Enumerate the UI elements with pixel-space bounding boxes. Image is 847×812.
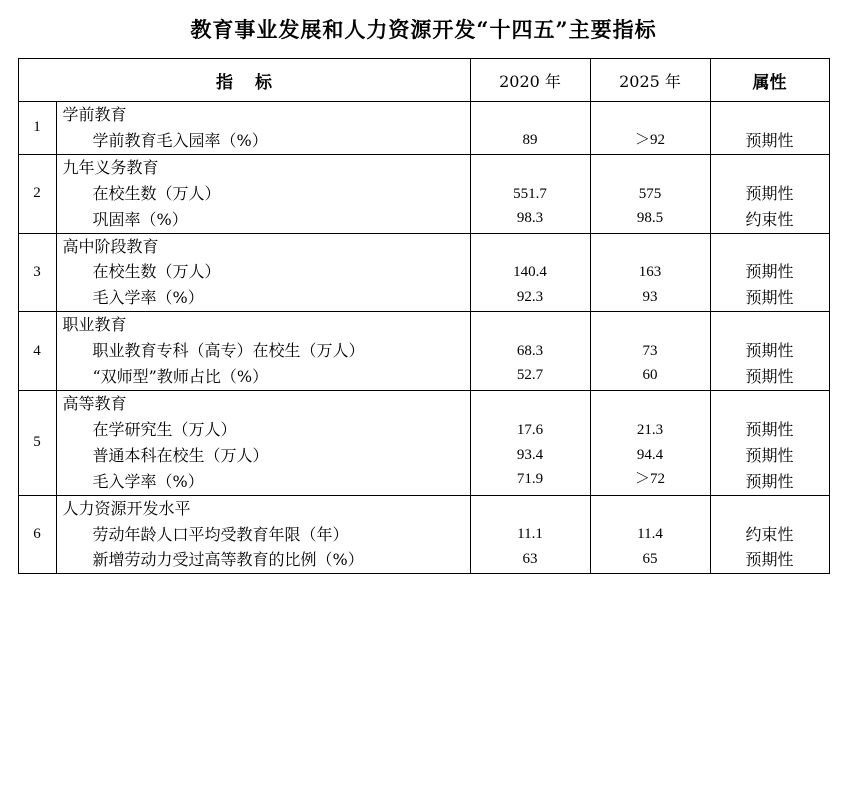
indicator-item-label: 新增劳动力受过高等教育的比例（%） (92, 550, 364, 570)
row-number: 3 (18, 233, 56, 312)
table-row (18, 154, 829, 233)
value-spacer (711, 496, 829, 522)
attribute (710, 233, 829, 312)
value-2025-value: 163 (638, 264, 662, 281)
attribute-value: 约束性 (745, 209, 794, 229)
table-row (18, 102, 829, 155)
indicator-item-label: “双师型”教师占比（%） (92, 367, 269, 387)
value-2025 (590, 233, 710, 312)
indicator-item-label: 在校生数（万人） (92, 183, 221, 203)
value-2025 (590, 102, 710, 155)
attribute-value: 预期性 (745, 445, 794, 465)
attribute-value: 约束性 (745, 524, 794, 544)
indicator-group-title: 九年义务教育 (62, 157, 159, 177)
attribute (710, 495, 829, 574)
indicator-group-title: 高等教育 (62, 393, 127, 413)
indicator-group-title: 学前教育 (62, 105, 127, 124)
value-2020-value: 17.6 (516, 422, 544, 439)
indicator-item-label: 毛入学率（%） (92, 288, 204, 308)
header-year-2020: 2020 年 (470, 59, 590, 102)
value-2020-value: 140.4 (513, 264, 547, 281)
value-2020 (470, 495, 590, 574)
value-spacer (711, 155, 829, 181)
attribute-value: 预期性 (745, 471, 794, 491)
attribute-value: 预期性 (745, 367, 794, 387)
value-2025 (590, 312, 710, 391)
value-spacer (711, 102, 829, 128)
value-2025-value: 98.5 (636, 209, 664, 226)
value-2020-value: 92.3 (516, 288, 544, 305)
indicator-group-title: 高中阶段教育 (62, 236, 159, 256)
indicators-table (18, 58, 830, 574)
indicator-item-label: 在校生数（万人） (92, 262, 221, 282)
attribute (710, 102, 829, 155)
attribute (710, 390, 829, 495)
table-row (18, 390, 829, 495)
value-spacer (711, 234, 829, 260)
indicator-group-title: 职业教育 (62, 315, 127, 335)
table-header (18, 59, 829, 102)
value-2025-value: 575 (638, 185, 662, 202)
value-2025 (590, 154, 710, 233)
attribute-value: 预期性 (745, 550, 794, 570)
indicator-group-title: 人力资源开发水平 (62, 498, 191, 518)
indicator-item-label: 职业教育专科（高专）在校生（万人） (92, 341, 365, 361)
attribute (710, 312, 829, 391)
value-2020-value: 551.7 (513, 185, 547, 202)
row-number: 1 (18, 102, 56, 155)
table-body (18, 102, 829, 574)
value-2020-value: 98.3 (516, 209, 544, 226)
table-row (18, 312, 829, 391)
value-2020-value: 11.1 (517, 526, 543, 543)
indicator-item-label: 劳动年龄人口平均受教育年限（年） (92, 524, 349, 544)
row-number: 6 (18, 495, 56, 574)
value-2025-value: 60 (642, 367, 658, 384)
attribute-value: 预期性 (745, 341, 794, 361)
header-year-2025: 2025 年 (590, 59, 710, 102)
value-2025-value: 73 (642, 342, 658, 359)
indicator-cell (56, 312, 470, 391)
indicator-cell (56, 390, 470, 495)
value-2020-value: 68.3 (516, 342, 544, 359)
indicator-cell (56, 102, 470, 155)
value-2025-value: 65 (642, 550, 658, 567)
attribute-value: 预期性 (745, 288, 794, 308)
row-number: 4 (18, 312, 56, 391)
row-number: 2 (18, 154, 56, 233)
indicator-item-label: 普通本科在校生（万人） (92, 445, 269, 465)
value-2025-value: ＞72 (634, 471, 665, 488)
indicator-item-label: 巩固率（%） (92, 209, 188, 229)
indicator-item-label: 在学研究生（万人） (92, 419, 237, 439)
table-row (18, 495, 829, 574)
value-2025 (590, 495, 710, 574)
attribute-value: 预期性 (745, 183, 794, 203)
table-row (18, 233, 829, 312)
indicator-item-label: 学前教育毛入园率（%） (92, 130, 268, 150)
attribute-value: 预期性 (745, 130, 794, 150)
value-2020-value: 71.9 (516, 471, 544, 488)
value-2025-value: 21.3 (636, 422, 664, 439)
value-2025-value: 11.4 (637, 526, 663, 543)
indicator-cell (56, 154, 470, 233)
indicator-cell (56, 233, 470, 312)
attribute-value: 预期性 (745, 419, 794, 439)
attribute (710, 154, 829, 233)
indicator-item-label: 毛入学率（%） (92, 471, 204, 491)
value-2020 (470, 312, 590, 391)
value-2025-value: 94.4 (636, 446, 664, 463)
value-2020-value: 93.4 (516, 446, 544, 463)
header-attribute: 属性 (710, 59, 829, 102)
value-2025-value: 93 (642, 288, 658, 305)
value-2020-value: 89 (522, 131, 538, 148)
value-2020-value: 63 (522, 550, 538, 567)
value-2020 (470, 390, 590, 495)
page-title: 教育事业发展和人力资源开发“十四五”主要指标 (190, 17, 657, 42)
value-2025-value: ＞92 (634, 131, 665, 148)
attribute-value: 预期性 (745, 262, 794, 282)
value-spacer (711, 312, 829, 338)
value-2020-value: 52.7 (516, 367, 544, 384)
value-2025 (590, 390, 710, 495)
row-number: 5 (18, 390, 56, 495)
indicator-cell (56, 495, 470, 574)
header-indicator: 指标 (18, 59, 470, 102)
value-spacer (711, 391, 829, 417)
value-2020 (470, 102, 590, 155)
table-header-row (18, 59, 829, 102)
value-2020 (470, 154, 590, 233)
value-2020 (470, 233, 590, 312)
